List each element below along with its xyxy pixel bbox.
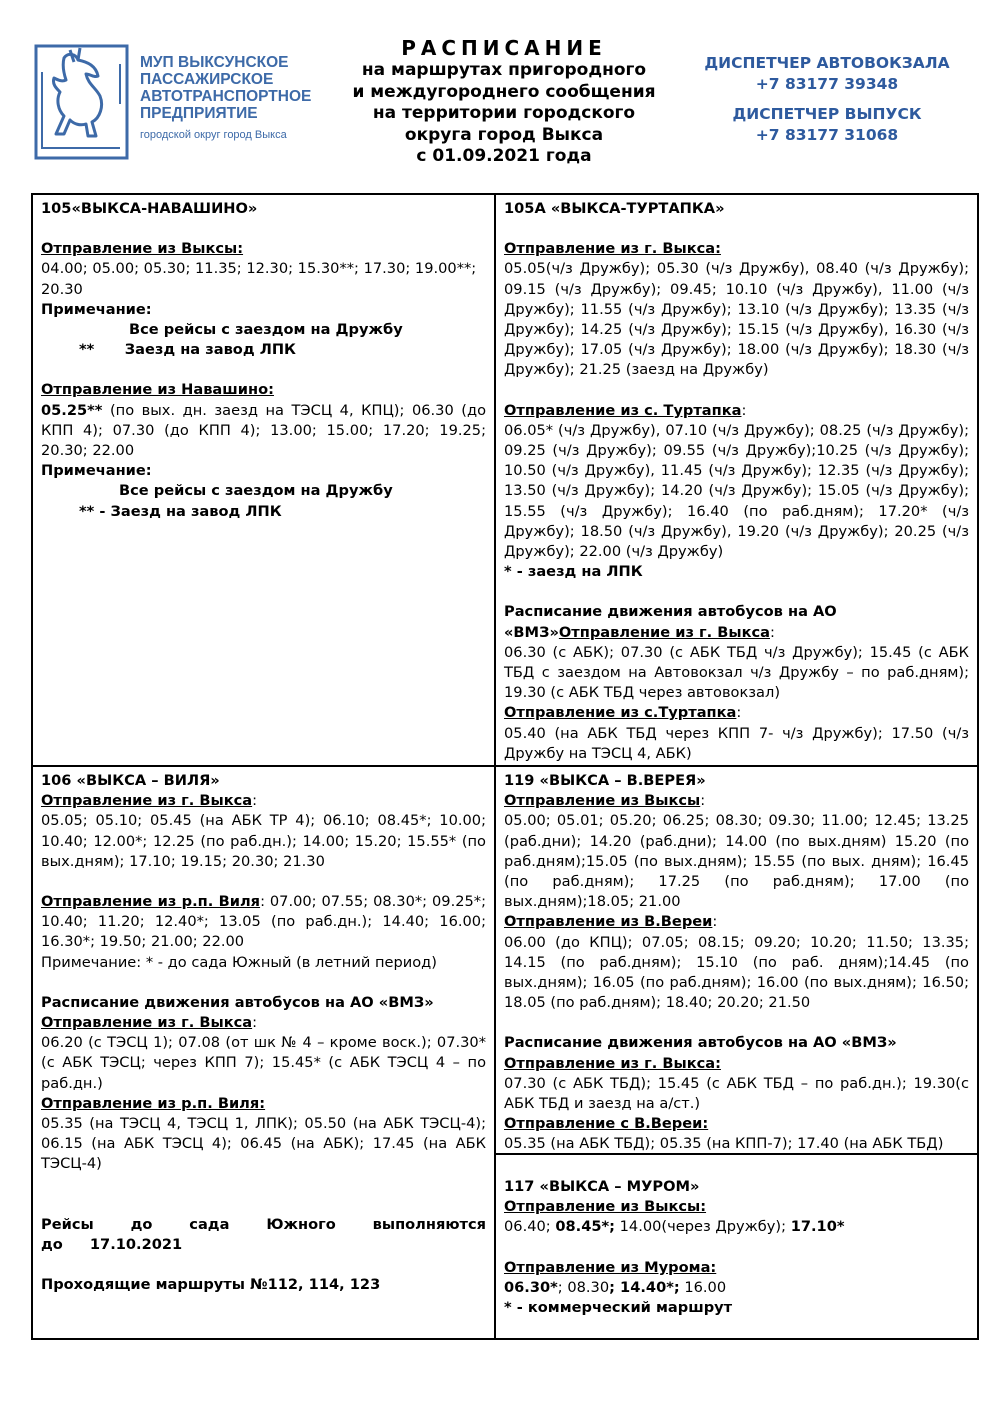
departure-times: : 07.00; 07.55; 08.30*; 09.25*; 10.40; 11.20; 12.40*; 13.05 (по раб.дн.); 14.40; 16.00; 16.30*; 19.50; 21.00; 22.00 [41,893,486,951]
departure-time: 17.10* [790,1218,845,1236]
departure-times: 06.20 (с ТЭСЦ 1); 07.08 (от шк № 4 – кроме воск.); 07.30* (с АБК ТЭСЦ; через КПП 7); 15.45* (с АБК ТЭСЦ 4 – по раб.дн.) [41,1034,486,1092]
subtitle-line: на территории городского [372,103,636,123]
departure-times: 05.35 (на ТЭСЦ 4, ТЭСЦ 1, ЛПК); 05.50 (на АБК ТЭСЦ-4); 06.15 (на АБК ТЭСЦ 4); 06.45 (на АБК); 17.45 (на АБК ТЭСЦ-4) [41,1115,486,1173]
departure-times: 07.30 (с АБК ТБД); 15.45 (с АБК ТБД – по раб.дн.); 19.30(с АБК ТБД и заезд на а/ст.) [504,1074,969,1113]
schedule-table [31,193,979,1340]
note-mark: ** [79,341,95,359]
departure-bold-time: 05.25** [41,401,103,419]
departure-time: 06.30* [504,1278,558,1296]
page-title [330,36,678,168]
route-105a-cell [496,195,977,765]
departure-label: Отправление из Выксы: [504,1198,707,1216]
route-title: 105«ВЫКСА-НАВАШИНО» [41,200,258,217]
departure-time: 08.45*; [555,1218,615,1236]
org-line: ПРЕДПРИЯТИЕ [140,105,258,122]
dispatcher2-label: ДИСПЕТЧЕР ВЫПУСК [732,105,922,123]
departure-label: Отправление из Выксы [504,792,701,810]
passing-routes: Проходящие маршруты №112, 114, 123 [41,1276,381,1294]
departure-times: 05.00; 05.01; 05.20; 06.25; 08.30; 09.30; 11.00; 12.45; 13.25 (раб.дни); 14.20 (раб.дни); 14.00 (по вых.дням) 15.20 (по раб.дням);15.05 (по вых.дням); 15.55 (по вых. дням); 16.45 (по раб.дням); 17.25 (по раб.дням); 17.00 (по вых.дням);18.05; 21.00 [504,812,969,911]
route-117-cell [496,1155,977,1338]
departure-times: (по вых. дн. заезд на ТЭСЦ 4, КПЦ); 06.30 (до КПП 4); 07.30 (до КПП 4); 13.00; 15.00; 17.20; 19.25; 20.30; 22.00 [41,401,486,460]
departure-line: Отправление из В.Вереи: [504,913,718,931]
dispatcher-contacts [696,53,958,146]
org-line: АВТОТРАНСПОРТНОЕ [140,88,312,105]
departure-times: 06.30 (с АБК); 07.30 (с АБК ТБД ч/з Дружбу); 15.45 (с АБК ТБД с заездом на Автовокзал ч/з Дружбу – по раб.дням); 19.30 (с АБК ТБД через автовокзал) [504,643,969,702]
note-text: ** - Заезд на завод ЛПК [79,502,282,520]
route-title: 119 «ВЫКСА – В.ВЕРЕЯ» [504,772,706,789]
departure-label: Отправление из Мурома: [504,1258,717,1276]
departure-line: Отправление из с. Туртапка: [504,401,747,419]
departure-times: 05.05; 05.10; 05.45 (на АБК ТР 4); 06.10; 08.45*; 10.00; 10.40; 12.00*; 12.25 (по раб.дн.); 14.00; 15.20; 15.55* (по вых.дням); 17.10; 19.15; 20.30; 21.30 [41,812,486,870]
route-title: 105А «ВЫКСА-ТУРТАПКА» [504,200,725,217]
vmz-heading: Расписание движения автобусов на АО «ВМЗ» [504,1034,897,1052]
route-105-cell [33,195,494,765]
departure-label: Отправление из г. Выкса [41,792,253,810]
note-text: Заезд на завод ЛПК [124,341,296,359]
departure-times [41,401,486,462]
departure-label: Отправление из р.п. Виля [41,893,261,911]
departure-times: 06.05* (ч/з Дружбу), 07.10 (ч/з Дружбу); 08.25 (ч/з Дружбу); 09.25 (ч/з Дружбу); 09.55 (ч/з Дружбу);10.25 (ч/з Дружбу); 10.50 (ч/з Дружбу), 11.45 (ч/з Дружбу); 12.35 (ч/з Дружбу); 13.50 (ч/з Дружбу); 14.20 (ч/з Дружбу); 15.05 (ч/з Дружбу); 15.55 (ч/з Дружбу); 16.40 (по раб.дням); 17.20* (ч/з Дружбу); 18.50 (ч/з Дружбу), 19.20 (ч/з Дружбу); 20.25 (ч/з Дружбу); 22.00 (ч/з Дружбу) [504,421,969,561]
note-text [41,340,486,360]
departure-label: Отправление из г. Выкса: [504,1054,721,1072]
note-label: Примечание: [41,300,152,318]
vmz-heading: Расписание движения автобусов на АО «ВМЗ» [41,993,434,1011]
departure-times [504,1278,969,1298]
departure-line: Отправление из г. Выкса: [41,792,258,810]
org-subtitle: городской округ город Выкса [140,129,287,141]
departure-time: 14.00(через Дружбу); [614,1218,791,1236]
departure-label: Отправление из г. Выкса [41,1014,253,1032]
title-main: РАСПИСАНИЕ [401,36,607,60]
departure-time: 06.40; [504,1218,556,1236]
note-text: Примечание: * - до сада Южный (в летний период) [41,953,437,971]
departure-label: Отправление с В.Вереи: [504,1115,709,1133]
departure-times: 06.00 (до КПЦ); 07.05; 08.15; 09.20; 10.20; 11.50; 13.35; 14.15 (по раб.дням); 15.10 (по раб. дням);14.45 (по вых.дням); 16.05 (по раб.дням); 16.00 (по вых.дням); 16.50; 18.05 (по раб.дням); 18.40; 20.20; 21.50 [504,933,969,1012]
organization-name [140,54,330,144]
note-text: Все рейсы с заездом на Дружбу [119,482,393,500]
dispatcher1-phone[interactable]: +7 83177 39348 [755,75,899,93]
vmz-heading: Расписание движения автобусов на АО [504,603,837,621]
departure-label: Отправление из Навашино: [41,381,274,399]
departure-times [504,1217,969,1237]
departure-label: Отправление из с.Туртапка [504,704,737,722]
departure-label: Отправление из г. Выкса: [504,240,721,258]
departure-line: Отправление из Выксы: [504,792,706,810]
org-line: ПАССАЖИРСКОЕ [140,71,274,88]
subtitle-line: и междугороднего сообщения [352,81,656,102]
dispatcher2-phone[interactable]: +7 83177 31068 [755,126,899,144]
note-text: Все рейсы с заездом на Дружбу [129,321,403,339]
departure-line: Отправление из с.Туртапка: [504,704,742,722]
subtitle-line: на маршрутах пригородного [361,60,647,80]
departure-time: 16.00 [679,1278,727,1296]
route-title: 106 «ВЫКСА – ВИЛЯ» [41,772,220,789]
departure-line: Отправление из г. Выкса: [41,1014,258,1032]
note-text: * - коммерческий маршрут [504,1299,733,1317]
departure-label: Отправление из Выксы: [41,240,244,258]
departure-times: 05.35 (на АБК ТБД); 05.35 (на КПП-7); 17.40 (на АБК ТБД) [504,1135,944,1153]
departure-times: 05.40 (на АБК ТБД через КПП 7- ч/з Дружбу); 17.50 (ч/з Дружбу на ТЭСЦ 4, АБК) [504,724,969,762]
departure-time: ; 14.40*; [609,1278,680,1296]
note-label: Примечание: [41,462,152,480]
departure-times: 05.05(ч/з Дружбу); 05.30 (ч/з Дружбу), 08.40 (ч/з Дружбу); 09.15 (ч/з Дружбу); 09.45; 10.10 (ч/з Дружбу), 11.00 (ч/з Дружбу); 11.55 (ч/з Дружбу); 13.10 (ч/з Дружбу); 13.35 (ч/з Дружбу); 14.25 (ч/з Дружбу); 15.15 (ч/з Дружбу), 16.30 (ч/з Дружбу); 17.05 (ч/з Дружбу); 18.00 (ч/з Дружбу); 18.30 (ч/з Дружбу); 21.25 (заезд на Дружбу) [504,260,969,379]
departure-line [41,892,486,953]
departure-time: ; 08.30 [557,1278,610,1296]
org-line: МУП ВЫКСУНСКОЕ [140,54,289,71]
departure-label: Отправление из р.п. Виля: [41,1094,266,1112]
horse-logo-icon [34,44,129,160]
departure-label: Отправление из г. Выкса [558,623,770,641]
route-title: 117 «ВЫКСА – МУРОМ» [504,1178,700,1195]
departure-line: «ВМЗ»Отправление из г. Выкса: [504,623,775,641]
dispatcher1-label: ДИСПЕТЧЕР АВТОВОКЗАЛА [704,54,950,72]
departure-times: 04.00; 05.00; 05.30; 11.35; 12.30; 15.30**; 17.30; 19.00**; 20.30 [41,260,477,298]
route-119-cell [496,767,977,1153]
route-106-cell [33,767,494,1338]
subtitle-line: округа город Выкса [404,124,604,145]
vmz-heading: «ВМЗ» [504,623,559,641]
departure-label: Отправление из с. Туртапка [504,401,742,419]
subtitle-line: с 01.09.2021 года [416,146,592,166]
note-text: * - заезд на ЛПК [504,563,643,581]
departure-label: Отправление из В.Вереи [504,913,713,931]
garden-note: Рейсы до сада Южного выполняются до 17.10.2021 [41,1215,486,1253]
